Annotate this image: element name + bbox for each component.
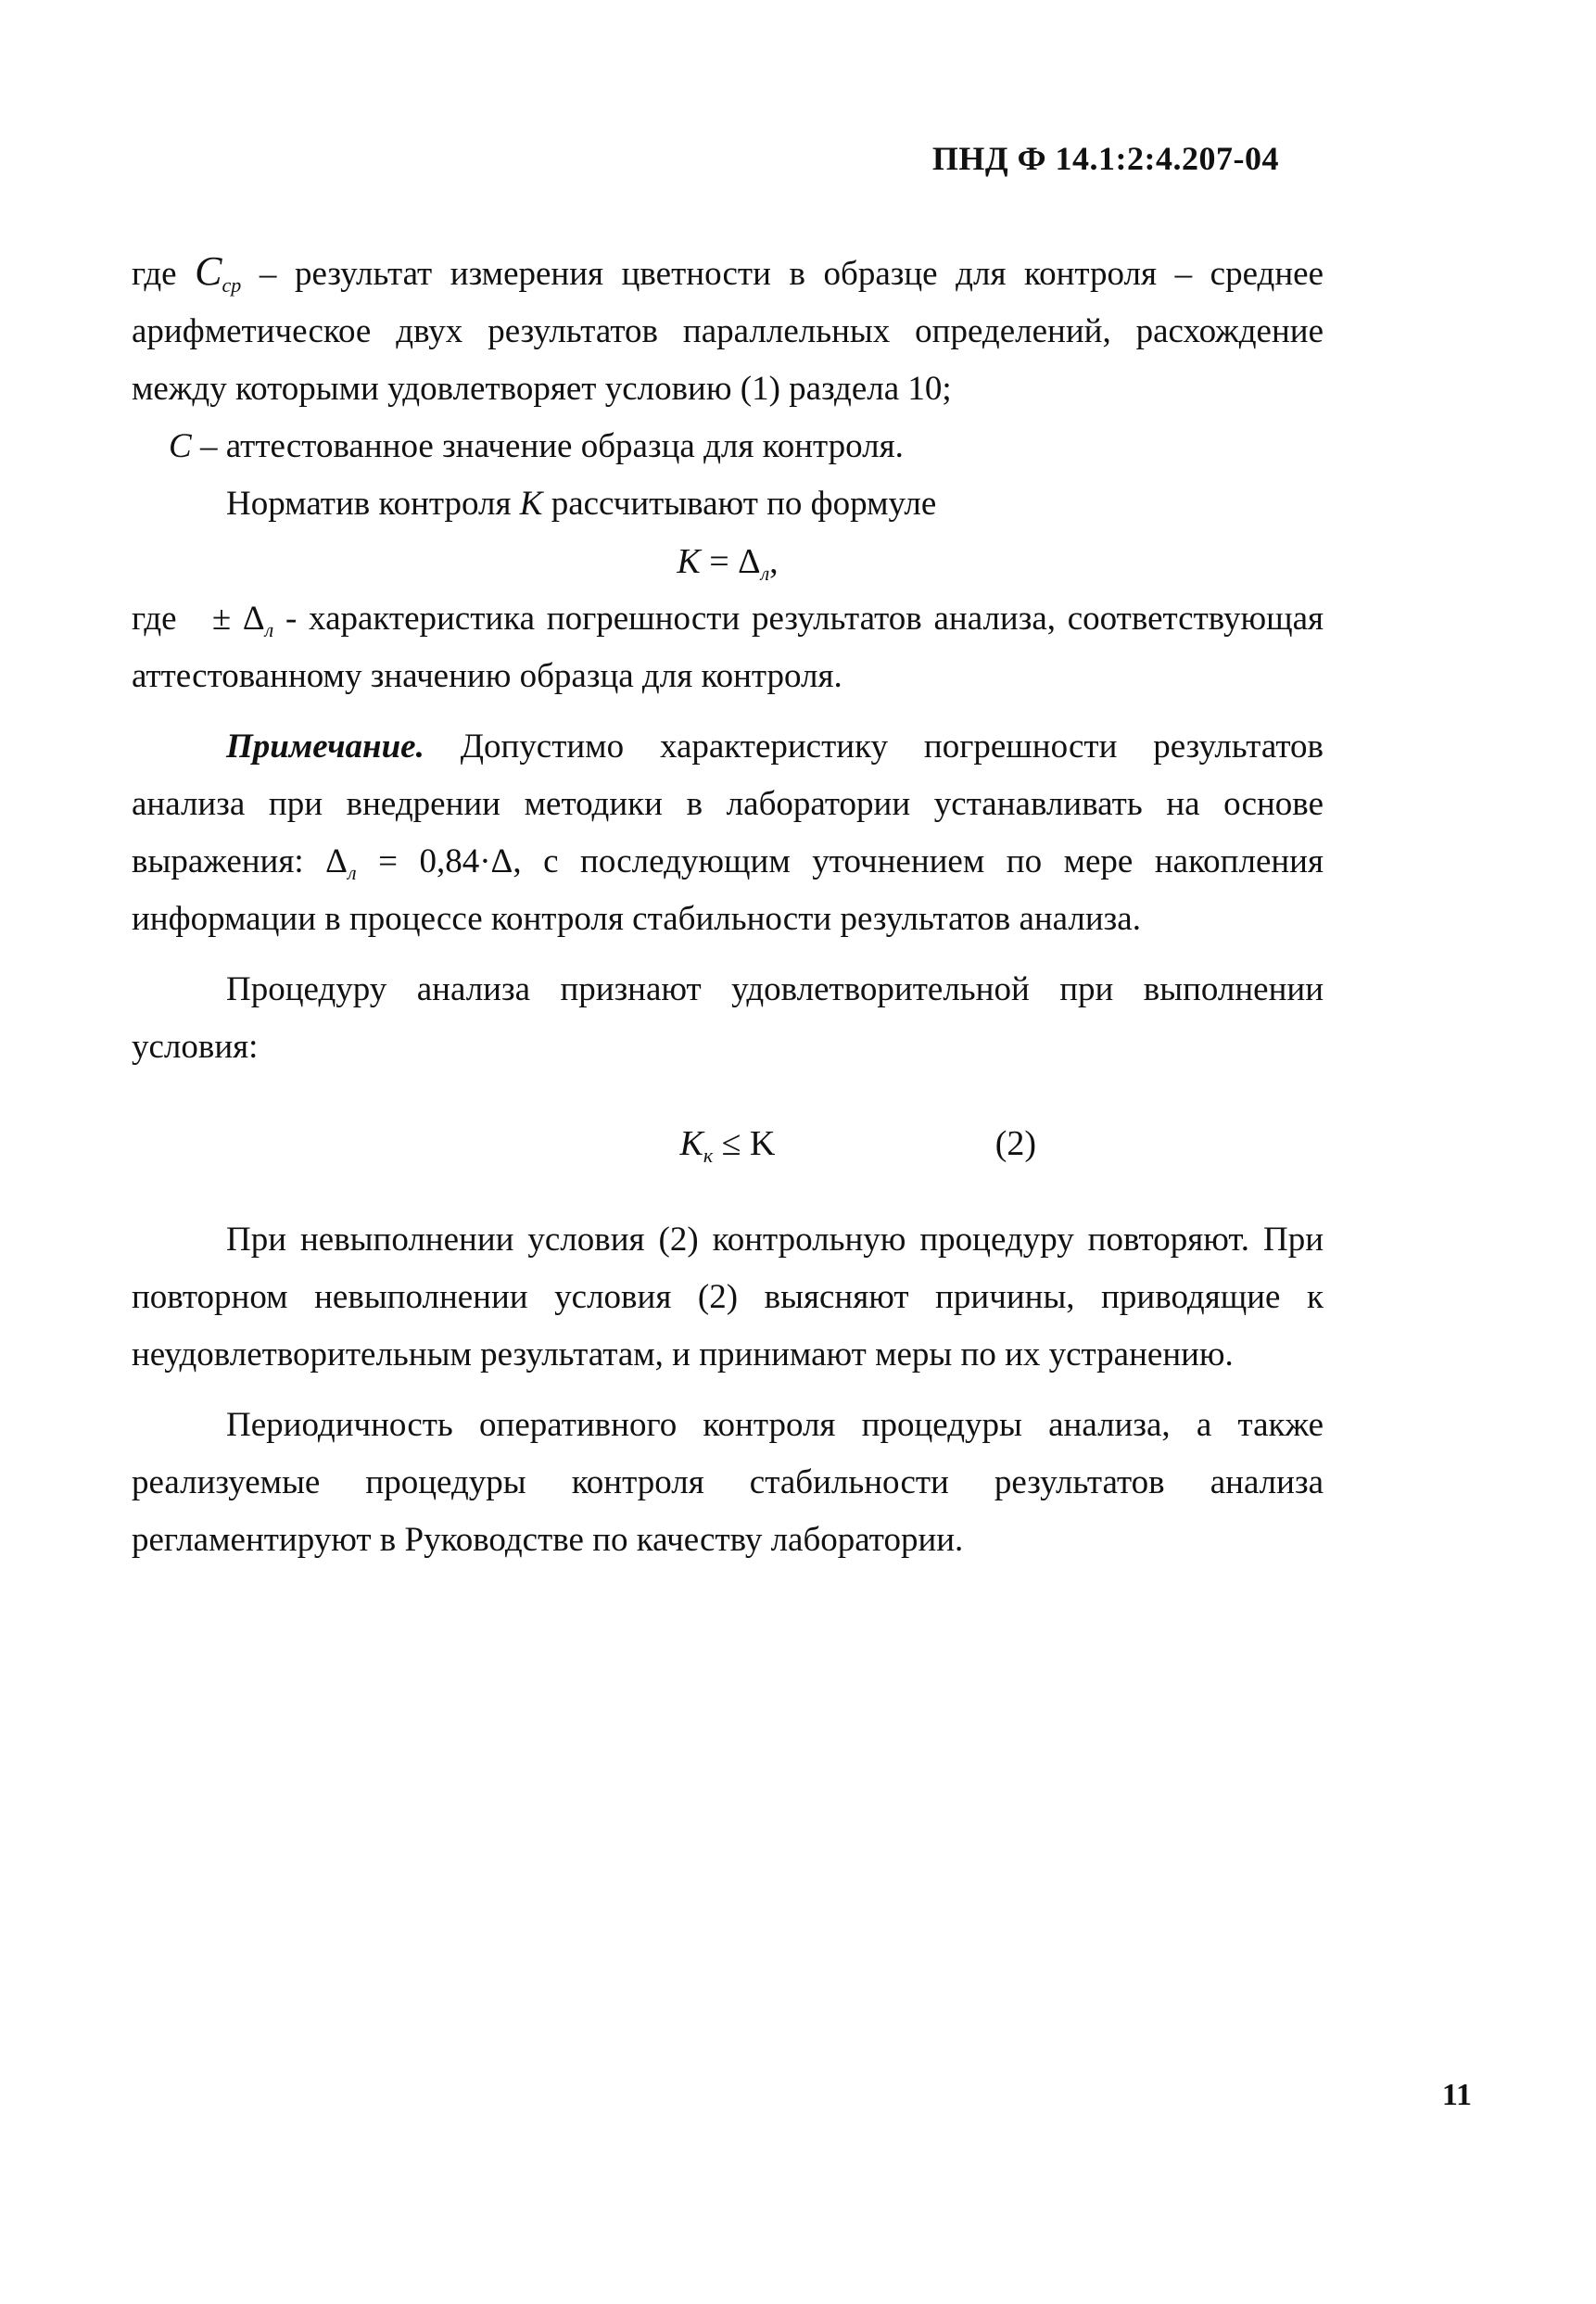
paragraph-periodicity: Периодичность оперативного контроля процедуры анализа, а также реализуемые процедуры контроля стабильности результатов анализа регламентируют в Руководстве по качеству лаборатории. — [132, 1406, 1324, 1559]
formula-condition-2 — [132, 1115, 1324, 1172]
word-gde: где — [132, 255, 177, 293]
note-text-a: Допустимо характеристику погрешности результатов анализа при внедрении методики в лаборатории устанавливать на основе выражения: Δ — [132, 728, 1324, 880]
delta-definition-text: - характеристика погрешности результатов анализа, соответствующая аттестованному значению образца для контроля. — [132, 600, 1324, 695]
formula-kk-rhs: ≤ K — [721, 1124, 776, 1163]
document-body — [132, 243, 1324, 1569]
paragraph-c-definition — [132, 418, 1324, 475]
formula-k-comma: , — [769, 542, 779, 581]
formula-kk-lhs: K — [679, 1124, 703, 1163]
symbol-c: C — [169, 427, 192, 465]
symbol-c-avg-letter: C — [195, 248, 222, 294]
paragraph-note — [132, 718, 1324, 948]
symbol-k: K — [519, 485, 543, 523]
paragraph-repeat-procedure: При невыполнении условия (2) контрольную процедуру повторяют. При повторном невыполнении условия (2) выясняют причины, приводящие к неудовлетворительным результатам, и принимают меры по их устранению. — [132, 1221, 1324, 1374]
paragraph-norm-intro — [132, 475, 1324, 533]
formula-k-norm — [132, 533, 1324, 590]
paragraph-delta-definition — [132, 590, 1324, 705]
document-code: ПНД Ф 14.1:2:4.207-04 — [931, 140, 1279, 177]
formula-number: (2) — [994, 1124, 1036, 1163]
symbol-delta-subscript: л — [264, 618, 274, 641]
symbol-c-avg-subscript: ср — [222, 273, 242, 297]
symbol-c-avg — [195, 248, 242, 297]
formula-kk-subscript: к — [703, 1144, 714, 1167]
norm-intro-text-a: Норматив контроля — [226, 485, 512, 523]
paragraph-procedure-condition: Процедуру анализа признают удовлетворительной при выполнении условия: — [132, 970, 1324, 1066]
note-label: Примечание. — [226, 728, 424, 766]
note-text-b: = 0,84·Δ, с последующим уточнением по мере накопления информации в процессе контроля стабильности результатов анализа. — [132, 842, 1324, 938]
page-number: 11 — [1441, 2078, 1472, 2112]
formula-k-subscript: л — [760, 562, 770, 585]
csr-definition-text: – результат измерения цветности в образце для контроля – среднее арифметическое двух результатов параллельных определений, расхождение между которыми удовлетворяет условию (1) раздела 10; — [132, 255, 1324, 408]
formula-k-lhs: K — [677, 542, 701, 581]
word-gde-2: где — [132, 600, 177, 638]
symbol-delta: ± Δ — [211, 600, 265, 638]
norm-intro-text-b: рассчитывают по формуле — [551, 485, 937, 523]
c-definition-text: – аттестованное значение образца для контроля. — [199, 427, 904, 465]
paragraph-csr-definition — [132, 243, 1324, 418]
note-subscript: л — [347, 861, 357, 884]
formula-k-rhs: = Δ — [709, 542, 761, 581]
